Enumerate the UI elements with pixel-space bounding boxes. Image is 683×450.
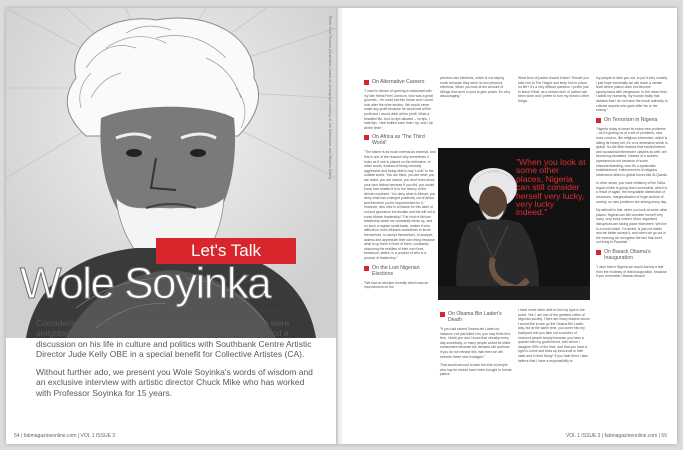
photo-credit: Photo: Don Thomas (Illustration: based on photograph courtesy of Jan Slikkerveer and Stephen Davis): [328, 16, 332, 180]
headline: Wole Soyinka: [20, 259, 271, 308]
body-paragraph: "If you had seized Osama bin Laden for instance, not just killed him, you may think he's free. I think you and I know that virtually every day somebody, or many people would be killed somewhere because the demand will continue if you do not release this man then we will execute these new hostages.": [440, 327, 511, 359]
body-paragraph: I have never been able to find my spot in the world. Yes, I am one of the greatest critics of Nigerian society. There are many leaders whom I would like to see go the Osama Bin Laden way, but at the same time, you come into my backyard and you take out a number of innocent people simply because you have a quarrel with my government, with whom I disagree 99% of the time, and that you have a right to come and blow up innocents in their state and in their living? If you hate them I also believe that I have a responsibility to: [518, 308, 590, 363]
subhead: On the Lost Nigerian Elections: [364, 265, 436, 277]
body-paragraph: In other areas, you have militancy of the Delta region which is going down somewhat, which is a result of again, the inequitable distribution of resources, marginalisation of huge sectors of society, so new problems are arising every day.: [596, 181, 668, 204]
pull-quote: "When you look at some other places, Nigeria can still consider herself very lucky, very lucky indeed.": [516, 157, 586, 218]
body-paragraph: My attitude is this: when you look at some other places, Nigeria can still consider herself very lucky, very lucky indeed. More organised disruptions are taking place elsewhere. We live in a world which, I'm afraid, is just not stable and we better accept it, and when we go out in the morning we recognise the fact that we're not living in Paradise.": [596, 208, 668, 245]
subhead: On Obama Bin Laden's Death: [440, 311, 512, 323]
body-paragraph: "I used to dream of opening a restaurant with my late friend Femi Johnson, who was a great gourmet – he could eat this house and I could look after the wine section. We would never make any profit because he would eat all the profit and I would drink all the profit. What a beautiful life. And no tips allowed – no tips, I hate tips. I feel bullied each time I tip, and I tip all the time!": [364, 89, 434, 130]
byline: By Lisa Dobbs: [260, 308, 286, 313]
red-square-icon: [440, 312, 445, 317]
right-folio: VOL 1 ISSUE 3 | fabmagazineonline.com | 55: [565, 433, 667, 439]
column-3: [518, 76, 590, 108]
standfirst: [36, 318, 316, 406]
magazine-spread: [6, 8, 677, 444]
column-2: [440, 76, 512, 103]
subhead: On Alternative Careers: [364, 79, 436, 85]
body-paragraph: "Nigeria today is beset by many new problems – as it's getting rid of a set of problems, new ones come in, like religious extremism, which is taking its heavy toll. It's on a dimension which is global. So the little rivalries that existed before, and occasional internecine clashes as well, are becoming escalated. Instead of a sudden, spontaneous riot because of some misunderstanding, now it's a systematic establishment, enthronement of religious intolerance allied to global forces like Al-Qaeda.: [596, 126, 668, 177]
body-paragraph: my people to take you out, to put it very crudely. I just hope eventually we will reach a certain level where justice does not become synonymous with vengeance. In the mean time, I admit my humanity, my human frailty that dictates that I do not have the moral authority to criticise anyone who goes after his or her enemy.": [596, 76, 668, 113]
body-paragraph: "The blame is as much internal as external, and this is one of the reasons why sometimes it looks as if one is placed on the defensive. In other words, instead of being normally aggressive and being able to say 'Look!' to the outside world, 'You are blind, you are deaf, you are racist, you are insular, you don't even know your own history because if you did, you would know how related it is to the history of the African continent. You deny what is African, you deny what has emerged positively out of Africa and therefore you're impoverished for it.' However, who else is to blame for this label of not just ignorance but disdain and the will not to know African leadership? The kind of African leadership which we constantly throw up, and on such a regular serial basis, makes it very difficult for even Africans sometimes to know themselves, to accept themselves, to analyse, assess and appreciate their own thing because what is up there in front of them, constantly obscuring the realities of their own lives, behaviour, tastes, is a product of who is a product of leadership.": [364, 150, 436, 260]
body-paragraph: previous two elections, which is not saying much because they were no two previous elections. When you look at the amount of killings that went on just to gain power, it's very discouraging.": [440, 76, 511, 99]
body-paragraph: "We had an election recently which was an improvement on the: [364, 280, 429, 290]
right-page: [342, 8, 677, 444]
subhead: On Terrorism in Nigeria: [596, 117, 668, 123]
standfirst-paragraph: Without further ado, we present you Wole Soyinka's words of wisdom and an exclusive interview with artistic director Chuck Mike who has worked with Professor Soyinka for 15 years.: [36, 367, 313, 398]
kicker-banner: Let's Talk: [156, 238, 296, 264]
red-square-icon: [596, 118, 601, 123]
left-page: [6, 8, 336, 444]
column-3-lower: [518, 308, 590, 367]
column-2-lower: [440, 308, 512, 381]
body-paragraph: That would amount to take the side of people who say he should have been brought to formal justice.: [440, 363, 512, 377]
red-square-icon: [364, 80, 369, 85]
red-square-icon: [364, 135, 369, 140]
red-square-icon: [596, 250, 601, 255]
column-4: [596, 76, 668, 283]
red-square-icon: [364, 266, 369, 271]
body-paragraph: What form of justice should it take? Should you take him to The Hague and keep him in prison for life? It's a very difficult question. I prefer just to leave it that, as a certain form of justice has been done and I prefer to turn my mind to other things.: [518, 76, 590, 103]
standfirst-paragraph: Considering how notoriously private the great professor is, we were delighted to have Wole Soyinka grace London in June and attend a discussion on his life in culture and politics with Southbank Centre Artistic Director Jude Kelly OBE in a special benefit for Collective Artistes (CA).: [36, 318, 312, 359]
column-1: [364, 76, 436, 294]
subhead: On Barack Obama's Inauguration: [596, 249, 668, 261]
subhead: On Africa as 'The Third World': [364, 134, 436, 146]
left-folio: 54 | fabmagazineonline.com | VOL 1 ISSUE 3: [14, 433, 116, 439]
body-paragraph: "I wish that in Nigeria we would borrow a leaf from the modesty of that inauguration, because if you remember Obama refused: [596, 265, 667, 279]
